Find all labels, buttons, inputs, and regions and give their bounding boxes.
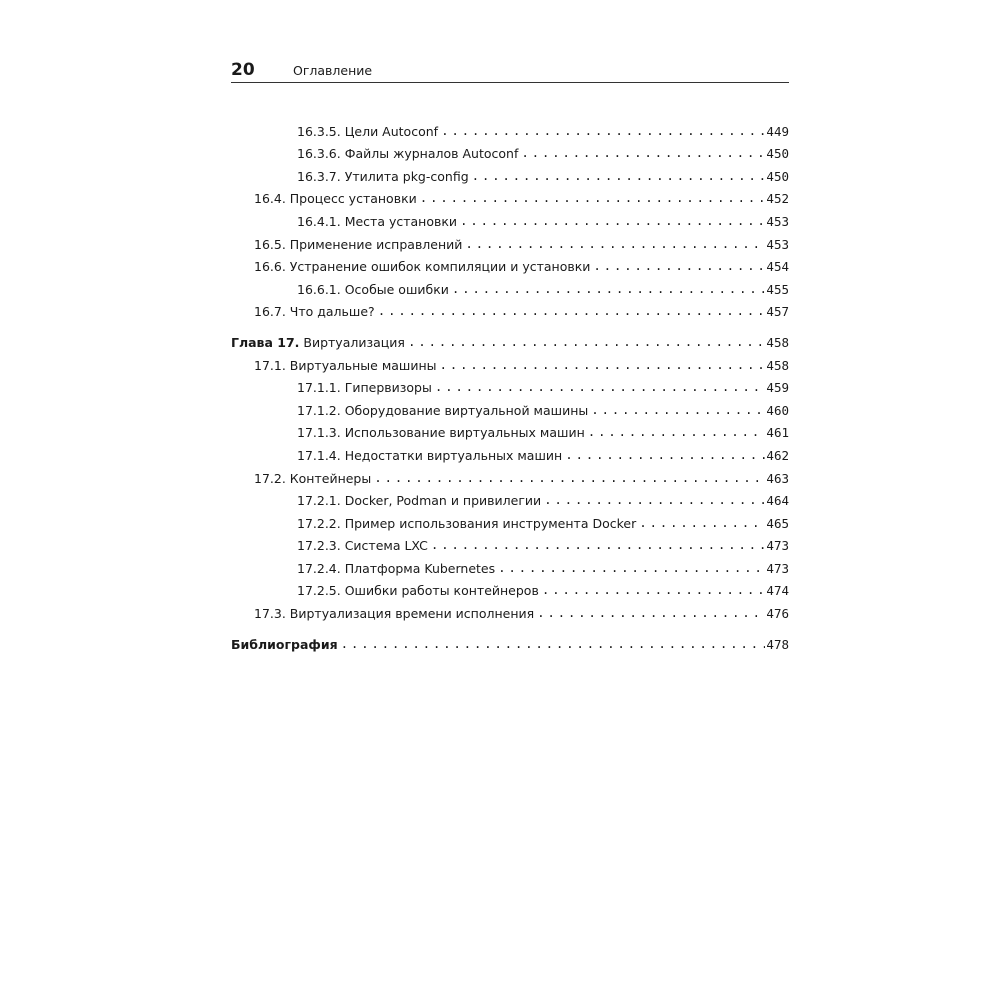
toc-entry-label: 16.6. Устранение ошибок компиляции и установки	[254, 259, 591, 275]
toc-page-number: 455	[766, 281, 789, 297]
toc-entry-title	[297, 124, 441, 140]
toc-entry-title	[297, 516, 639, 532]
toc-page-number: 457	[766, 304, 789, 320]
toc-entry-title	[297, 538, 431, 554]
toc-entry-title	[254, 471, 374, 487]
toc-entry	[231, 532, 789, 555]
dot-leader	[588, 424, 766, 441]
toc-entry-title	[297, 561, 498, 577]
toc-entry-title	[297, 214, 460, 230]
toc-page-number: 473	[766, 560, 789, 576]
toc-page-number: 461	[766, 425, 789, 441]
toc-page-number: 452	[766, 191, 789, 207]
toc-entry	[231, 230, 789, 253]
toc-entry-label: 17.3. Виртуализация времени исполнения	[254, 606, 535, 622]
dot-leader	[472, 168, 766, 185]
dot-leader	[408, 334, 765, 351]
page-number: 20	[231, 60, 255, 80]
toc-page-number: 462	[766, 447, 789, 463]
page-header	[231, 60, 789, 83]
dot-leader	[465, 236, 765, 253]
dot-leader	[440, 357, 766, 374]
toc-entry	[231, 487, 789, 510]
toc-entry-label: 17.2. Контейнеры	[254, 470, 372, 486]
toc-entry	[231, 253, 789, 276]
toc-entry-label: Виртуализация	[299, 334, 405, 350]
toc-entry-label: 17.1.1. Гипервизоры	[297, 380, 432, 396]
toc-entry	[231, 185, 789, 208]
running-head: Оглавление	[293, 63, 373, 78]
dot-leader	[544, 492, 765, 509]
dot-leader	[498, 560, 765, 577]
toc-page-number: 458	[766, 357, 789, 373]
toc-page-number: 464	[766, 493, 789, 509]
toc-page-number: 454	[766, 259, 789, 275]
toc-entry	[231, 207, 789, 230]
toc-entry	[231, 577, 789, 600]
dot-leader	[435, 379, 766, 396]
toc-entry-title	[254, 304, 378, 320]
toc-page-number: 449	[766, 123, 789, 139]
toc-entry-title	[297, 169, 472, 185]
toc-entry-label: 16.3.7. Утилита pkg-config	[297, 168, 469, 184]
toc-entry-label: 16.3.5. Цели Autoconf	[297, 123, 439, 139]
toc-page-number: 453	[766, 236, 789, 252]
dot-leader	[378, 303, 766, 320]
toc-entry-title	[297, 380, 435, 396]
toc-entry-label: 16.4.1. Места установки	[297, 213, 458, 229]
toc-entry-title	[254, 191, 420, 207]
toc-entry-label: 16.5. Применение исправлений	[254, 236, 463, 252]
toc-entry-label: 16.7. Что дальше?	[254, 304, 375, 320]
toc-entry-label: 17.2.1. Docker, Podman и привилегии	[297, 493, 542, 509]
toc-page-number: 450	[766, 146, 789, 162]
toc-entry-prefix: Библиография	[231, 636, 338, 652]
toc-entry	[231, 298, 789, 321]
dot-leader	[591, 402, 765, 419]
toc-entry	[231, 351, 789, 374]
dot-leader	[452, 281, 766, 298]
toc-entry-label: 16.6.1. Особые ошибки	[297, 281, 449, 297]
toc-entry-title	[297, 282, 452, 298]
toc-entry-title	[254, 358, 440, 374]
toc-page-number: 476	[766, 606, 789, 622]
toc-entry	[231, 117, 789, 140]
toc-entry-label: 16.4. Процесс установки	[254, 191, 417, 207]
dot-leader	[460, 213, 765, 230]
toc-entry-label: 17.2.2. Пример использования инструмента Docker	[297, 515, 637, 531]
toc-entry	[231, 396, 789, 419]
toc-entry-title	[297, 493, 544, 509]
dot-leader	[593, 258, 765, 275]
dot-leader	[639, 515, 765, 532]
toc-page-number: 459	[766, 380, 789, 396]
toc-entry-title	[231, 637, 341, 653]
dot-leader	[441, 123, 765, 140]
toc-page-number: 478	[766, 636, 789, 652]
dot-leader	[374, 470, 765, 487]
toc-page-number: 458	[766, 334, 789, 350]
toc-page-number: 474	[766, 583, 789, 599]
dot-leader	[341, 636, 766, 653]
toc-entry-label: 16.3.6. Файлы журналов Autoconf	[297, 146, 519, 162]
toc-entry	[231, 374, 789, 397]
toc-entry-prefix: Глава 17.	[231, 334, 300, 350]
toc-entry-title	[231, 335, 408, 351]
dot-leader	[431, 537, 766, 554]
toc-page-number: 450	[766, 168, 789, 184]
toc-entry-title	[297, 146, 521, 162]
dot-leader	[542, 582, 766, 599]
toc-page-number: 465	[766, 515, 789, 531]
dot-leader	[537, 605, 765, 622]
toc-entry	[231, 419, 789, 442]
toc-entry	[231, 162, 789, 185]
toc-entry-label: 17.1.4. Недостатки виртуальных машин	[297, 447, 563, 463]
toc-entry-title	[297, 425, 588, 441]
toc-entry-label: 17.1. Виртуальные машины	[254, 357, 437, 373]
toc-entry	[231, 464, 789, 487]
toc-entry-label: 17.2.5. Ошибки работы контейнеров	[297, 583, 539, 599]
toc-entry-title	[254, 606, 537, 622]
toc-entry-label: 17.2.3. Система LXC	[297, 538, 428, 554]
toc-entry	[231, 275, 789, 298]
toc-entry-label: 17.1.3. Использование виртуальных машин	[297, 425, 585, 441]
toc-bibliography-entry	[231, 630, 789, 653]
toc-entry	[231, 140, 789, 163]
toc-entry	[231, 509, 789, 532]
toc-page-number: 460	[766, 402, 789, 418]
toc-entry-title	[254, 237, 465, 253]
toc-entry-title	[297, 448, 565, 464]
toc-entry	[231, 441, 789, 464]
toc-entry-title	[254, 259, 593, 275]
toc-entry	[231, 554, 789, 577]
toc-page-number: 473	[766, 538, 789, 554]
toc-page-number: 463	[766, 470, 789, 486]
toc-entry-title	[297, 403, 591, 419]
dot-leader	[565, 447, 765, 464]
dot-leader	[420, 190, 766, 207]
toc-page-number: 453	[766, 213, 789, 229]
toc-entry-label: 17.1.2. Оборудование виртуальной машины	[297, 402, 589, 418]
toc-entry	[231, 599, 789, 622]
toc-chapter-entry	[231, 328, 789, 351]
toc-entry-title	[297, 583, 542, 599]
toc-entry-label: 17.2.4. Платформа Kubernetes	[297, 560, 496, 576]
table-of-contents	[231, 117, 789, 653]
dot-leader	[521, 145, 765, 162]
